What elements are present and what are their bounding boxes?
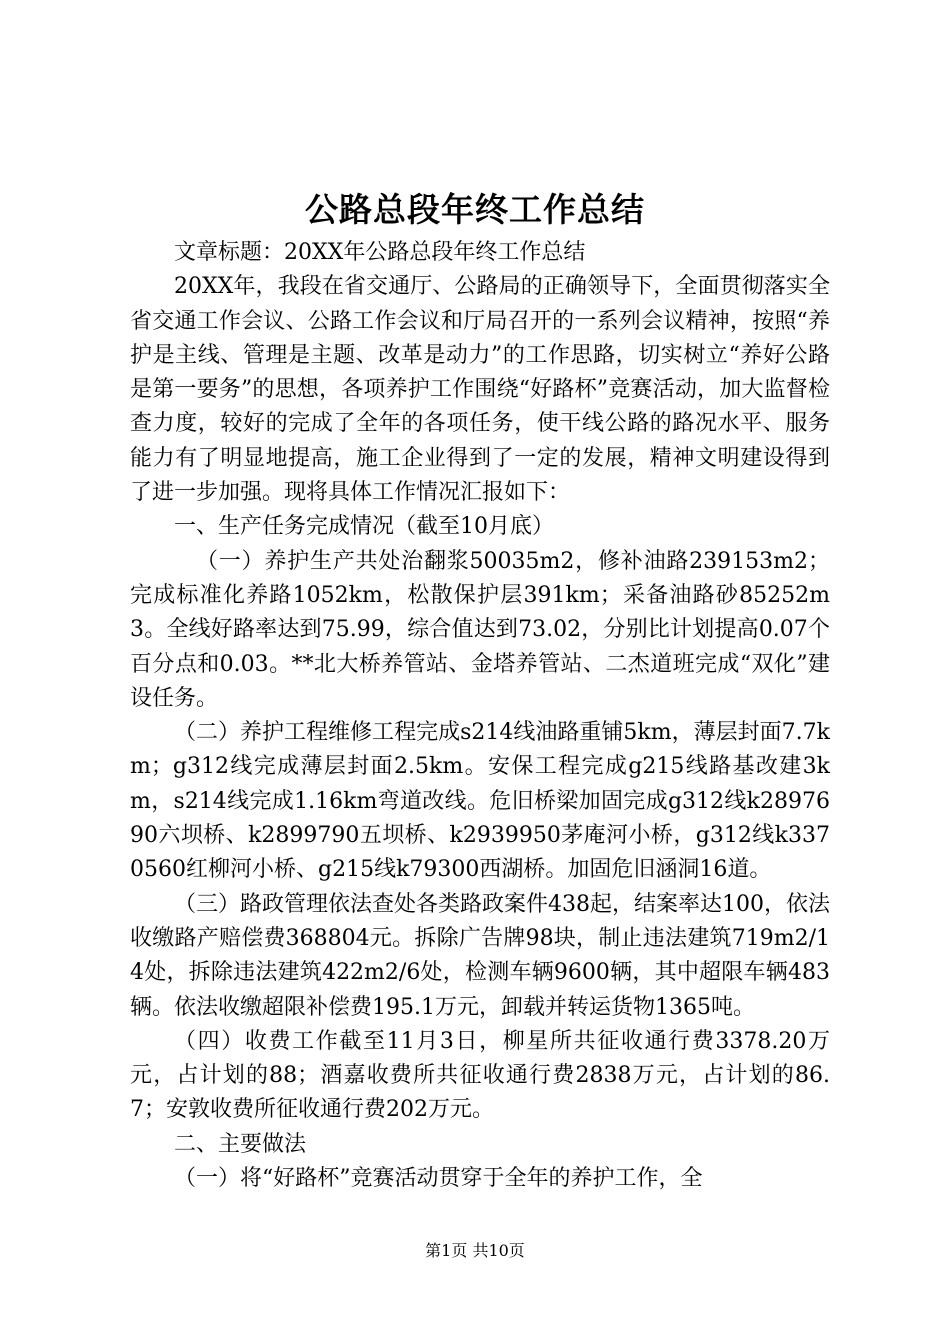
paragraph-road-administration: （三）路政管理依法查处各类路政案件438起，结案率达100，依法收缴路产赔偿费368804元。拆除广告牌98块，制止违法建筑719m2/14处，拆除违法建筑422m2/6处，检测车辆9600辆，其中超限车辆483辆。依法收缴超限补偿费195.1万元，卸载并转运货物1365吨。 — [130, 891, 831, 1020]
section-heading-methods: 二、主要做法 — [174, 1131, 307, 1157]
paragraph-maintenance-production: （一）养护生产共处治翻浆50035m2，修补油路239153m2；完成标准化养路1052km，松散保护层391km；采备油路砂85252m3。全线好路率达到75.99，综合值达到73.02，分别比计划提高0.07个百分点和0.03。**北大桥养管站、金塔养管站、二杰道班完成“双化”建设任务。 — [130, 548, 830, 711]
section-heading-production: 一、生产任务完成情况（截至10月底） — [174, 514, 554, 540]
paragraph-toll-collection: （四）收费工作截至11月3日，柳星所共征收通行费3378.20万元，占计划的88；酒嘉收费所共征收通行费2838万元，占计划的86.7；安敦收费所征收通行费202万元。 — [130, 1028, 830, 1123]
paragraph-good-road-cup: （一）将“好路杯”竞赛活动贯穿于全年的养护工作，全 — [174, 1166, 703, 1192]
document-title: 公路总段年终工作总结 — [305, 190, 645, 229]
paragraph-maintenance-engineering: （二）养护工程维修工程完成s214线油路重铺5km，薄层封面7.7km；g312线完成薄层封面2.5km。安保工程完成g215线路基改建3km，s214线完成1.16km弯道改线。危旧桥梁加固完成g312线k2897690六坝桥、k2899790五坝桥、k2939950茅庵河小桥，g312线k3370560红柳河小桥、g215线k79300西湖桥。加固危旧涵洞16道。 — [130, 720, 830, 883]
article-title-line: 文章标题：20XX年公路总段年终工作总结 — [174, 240, 586, 265]
page-footer: 第1页 共10页 — [425, 1241, 525, 1260]
document-body — [130, 236, 830, 1196]
intro-paragraph: 20XX年，我段在省交通厅、公路局的正确领导下，全面贯彻落实全省交通工作会议、公路工作会议和厅局召开的一系列会议精神，按照“养护是主线、管理是主题、改革是动力”的工作思路，切实树立“养好公路是第一要务”的思想，各项养护工作围绕“好路杯”竞赛活动，加大监督检查力度，较好的完成了全年的各项任务，使干线公路的路况水平、服务能力有了明显地提高，施工企业得到了一定的发展，精神文明建设得到了进一步加强。现将具体工作情况汇报如下： — [130, 274, 830, 506]
